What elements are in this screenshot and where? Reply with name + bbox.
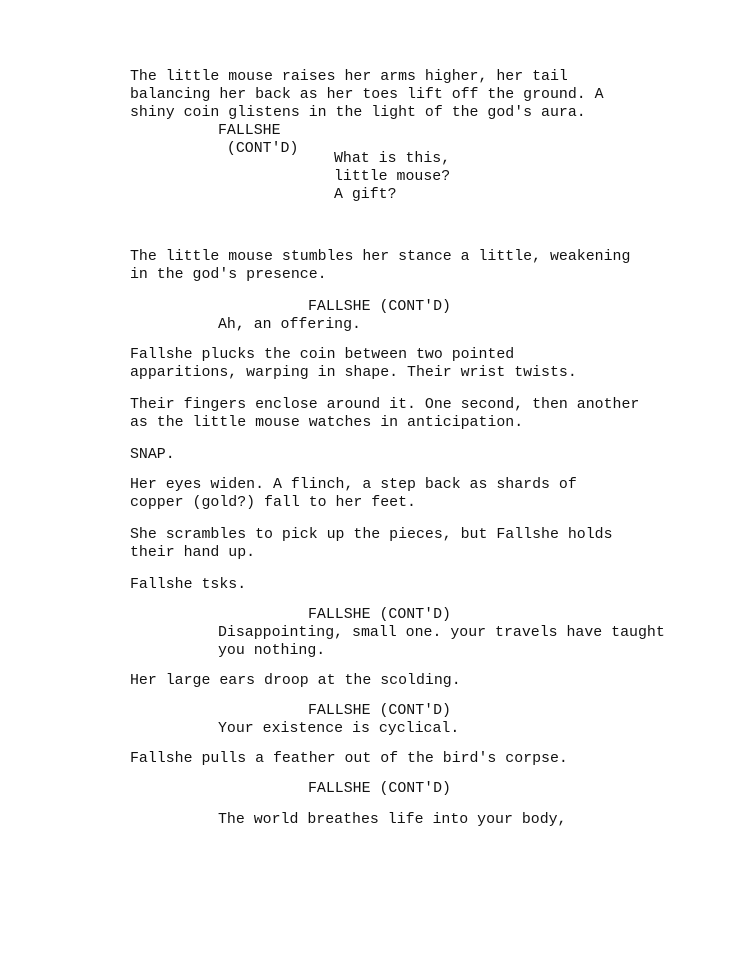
dialogue-line: you nothing. [218, 643, 326, 659]
action-line: shiny coin glistens in the light of the god's aura. [130, 105, 586, 121]
dialogue-line: A gift? [334, 187, 397, 203]
dialogue-line: Your existence is cyclical. [218, 721, 460, 737]
action-line: balancing her back as her toes lift off the ground. A [130, 87, 604, 103]
dialogue-line: little mouse? [334, 169, 451, 185]
action-line: The little mouse raises her arms higher, her tail [130, 69, 568, 85]
character-cue: FALLSHE [218, 123, 281, 139]
dialogue-line: Disappointing, small one. your travels have taught [218, 625, 665, 641]
character-cue: FALLSHE (CONT'D) [308, 607, 451, 623]
action-line: Her large ears droop at the scolding. [130, 673, 461, 689]
action-line: as the little mouse watches in anticipation. [130, 415, 524, 431]
action-line: She scrambles to pick up the pieces, but Fallshe holds [130, 527, 613, 543]
action-line: Fallshe tsks. [130, 577, 247, 593]
character-cue: FALLSHE (CONT'D) [308, 703, 451, 719]
dialogue-line: The world breathes life into your body, [218, 812, 567, 828]
character-cue: FALLSHE (CONT'D) [308, 299, 451, 315]
dialogue-line: What is this, [334, 151, 451, 167]
action-line: Their fingers enclose around it. One second, then another [130, 397, 640, 413]
action-line: Fallshe plucks the coin between two pointed [130, 347, 515, 363]
action-line: SNAP. [130, 447, 175, 463]
action-line: in the god's presence. [130, 267, 327, 283]
action-line: their hand up. [130, 545, 256, 561]
dialogue-line: Ah, an offering. [218, 317, 361, 333]
character-extension: (CONT'D) [218, 141, 299, 157]
action-line: Fallshe pulls a feather out of the bird's corpse. [130, 751, 568, 767]
action-line: apparitions, warping in shape. Their wrist twists. [130, 365, 577, 381]
action-line: copper (gold?) fall to her feet. [130, 495, 416, 511]
action-line: Her eyes widen. A flinch, a step back as shards of [130, 477, 577, 493]
character-cue: FALLSHE (CONT'D) [308, 781, 451, 797]
action-line: The little mouse stumbles her stance a little, weakening [130, 249, 631, 265]
